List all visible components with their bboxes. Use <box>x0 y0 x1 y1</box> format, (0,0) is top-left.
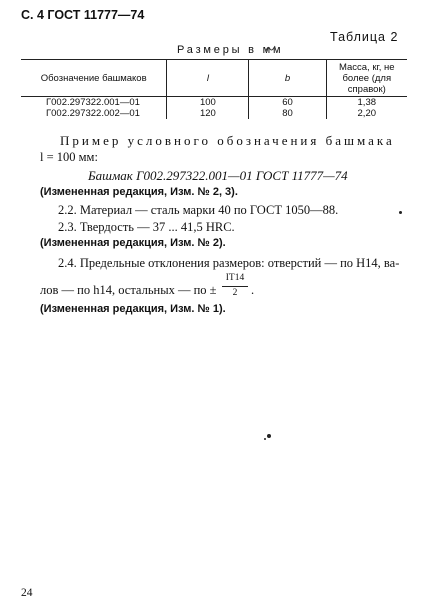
clause-2-2: 2.2. Материал — сталь марки 40 по ГОСТ 1050—88. <box>58 203 339 217</box>
fraction-denominator: 2 <box>232 288 238 298</box>
table-cell: 2,20 <box>357 108 377 119</box>
scan-speck <box>399 211 402 214</box>
scan-speck <box>267 434 271 438</box>
example-l-value: l = 100 мм: <box>40 150 98 164</box>
col-header-l: l <box>167 60 249 97</box>
clause-2-4-line2: лов — по h14, остальных — по ± <box>40 283 217 297</box>
table-cell: 80 <box>249 108 326 119</box>
table-row <box>21 108 407 119</box>
clause-2-4-end: . <box>251 283 255 297</box>
table-cell: 120 <box>167 108 249 119</box>
edition-note-3: (Измененная редакция, Изм. № 1). <box>40 303 226 315</box>
scan-speck <box>264 438 266 440</box>
table-cell: Г002.297322.002—01 <box>21 108 167 119</box>
fraction-bar <box>222 286 248 287</box>
clause-2-3: 2.3. Твердость — 37 ... 41,5 HRC. <box>58 220 235 234</box>
table-label: Таблица 2 <box>330 30 399 44</box>
table-header-row <box>21 60 407 97</box>
fraction-numerator: IT14 <box>225 273 245 283</box>
table-row <box>21 97 407 109</box>
page-header: С. 4 ГОСТ 11777—74 <box>21 8 145 22</box>
table-cell: 60 <box>249 97 326 109</box>
page-number: 24 <box>21 587 33 599</box>
table-cell: 100 <box>167 97 249 109</box>
col-header-mass: Масса, кг, не более (для справок) <box>326 60 407 97</box>
table-cell: Г002.297322.001—01 <box>21 97 167 109</box>
scan-mark-icon <box>265 44 276 53</box>
edition-note-2: (Измененная редакция, Изм. № 2). <box>40 237 226 249</box>
dimensions-table <box>21 59 407 119</box>
example-designation: Башмак Г002.297322.001—01 ГОСТ 11777—74 <box>88 168 348 183</box>
col-header-designation: Обозначение башмаков <box>21 60 167 97</box>
table-cell: 1,38 <box>357 97 377 108</box>
col-header-b: b <box>249 60 326 97</box>
table-units: Размеры в мм <box>177 44 284 56</box>
clause-2-4-line1: 2.4. Предельные отклонения размеров: отверстий — по Н14, ва- <box>58 256 400 270</box>
example-intro: Пример условного обозначения башмака <box>60 133 395 148</box>
edition-note-1: (Измененная редакция, Изм. № 2, 3). <box>40 186 238 198</box>
